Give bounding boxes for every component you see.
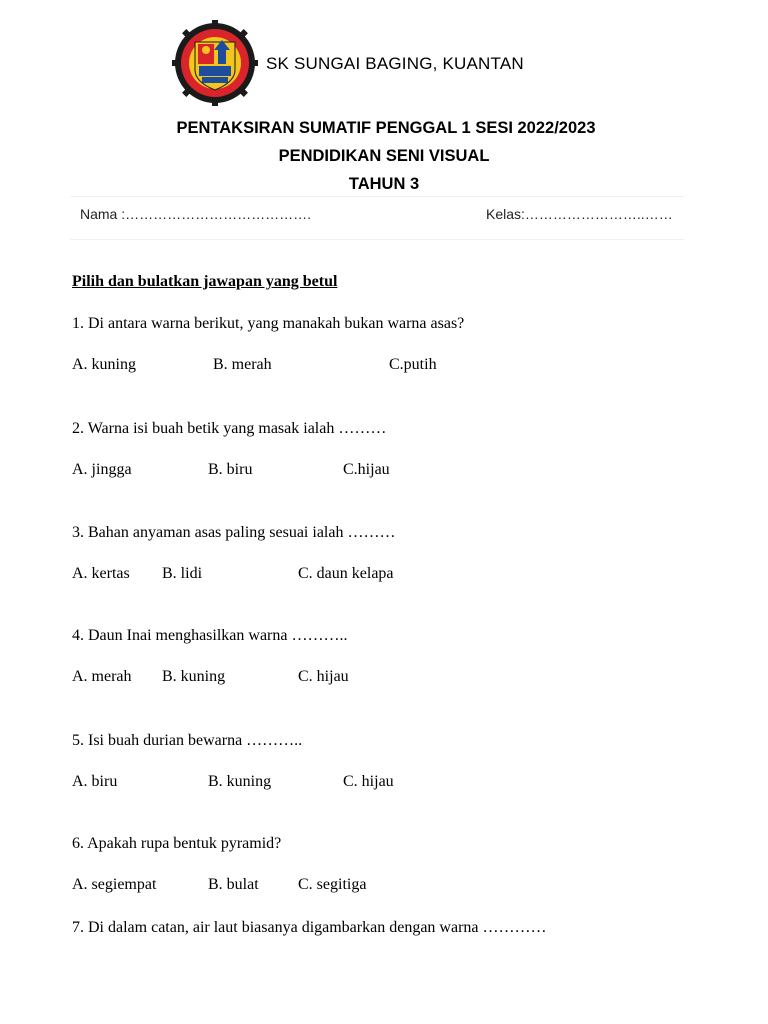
question-text: 6. Apakah rupa bentuk pyramid? [72,835,282,852]
question-text: 1. Di antara warna berikut, yang manakah bukan warna asas? [72,315,465,332]
option-b[interactable]: B. bulat [208,876,259,893]
option-c[interactable]: C. hijau [343,773,394,790]
student-info-box [70,196,684,240]
year-title: TAHUN 3 [348,175,420,193]
question-text: 7. Di dalam catan, air laut biasanya digambarkan dengan warna ………… [72,919,547,936]
option-a[interactable]: A. kuning [72,356,136,373]
name-field[interactable]: Nama :…………………………………. [80,206,312,222]
school-crest-icon [172,20,258,106]
exam-titles [0,114,768,198]
option-a[interactable]: A. biru [72,773,118,790]
option-c[interactable]: C. daun kelapa [298,565,394,582]
option-b[interactable]: B. lidi [162,565,203,582]
option-c[interactable]: C. hijau [298,668,349,685]
school-name: SK SUNGAI BAGING, KUANTAN [266,54,524,73]
option-c[interactable]: C. segitiga [298,876,367,893]
option-a[interactable]: A. merah [72,668,132,685]
option-c[interactable]: C.hijau [343,461,390,478]
option-b[interactable]: B. biru [208,461,253,478]
option-b[interactable]: B. kuning [162,668,226,685]
option-a[interactable]: A. segiempat [72,876,157,893]
class-field[interactable]: Kelas:……………………..…… [486,206,673,222]
question-text: 5. Isi buah durian bewarna ……….. [72,732,303,749]
subject-title: PENDIDIKAN SENI VISUAL [278,147,490,165]
option-a[interactable]: A. jingga [72,461,132,478]
option-c[interactable]: C.putih [389,356,437,373]
option-b[interactable]: B. kuning [208,773,272,790]
option-b[interactable]: B. merah [213,356,272,373]
exam-title: PENTAKSIRAN SUMATIF PENGGAL 1 SESI 2022/2023 [176,119,596,137]
question-text: 3. Bahan anyaman asas paling sesuai ialah ……… [72,524,396,541]
question-text: 2. Warna isi buah betik yang masak ialah ……… [72,420,387,437]
option-a[interactable]: A. kertas [72,565,130,582]
instruction-text: Pilih dan bulatkan jawapan yang betul [72,273,338,290]
question-text: 4. Daun Inai menghasilkan warna ……….. [72,627,348,644]
